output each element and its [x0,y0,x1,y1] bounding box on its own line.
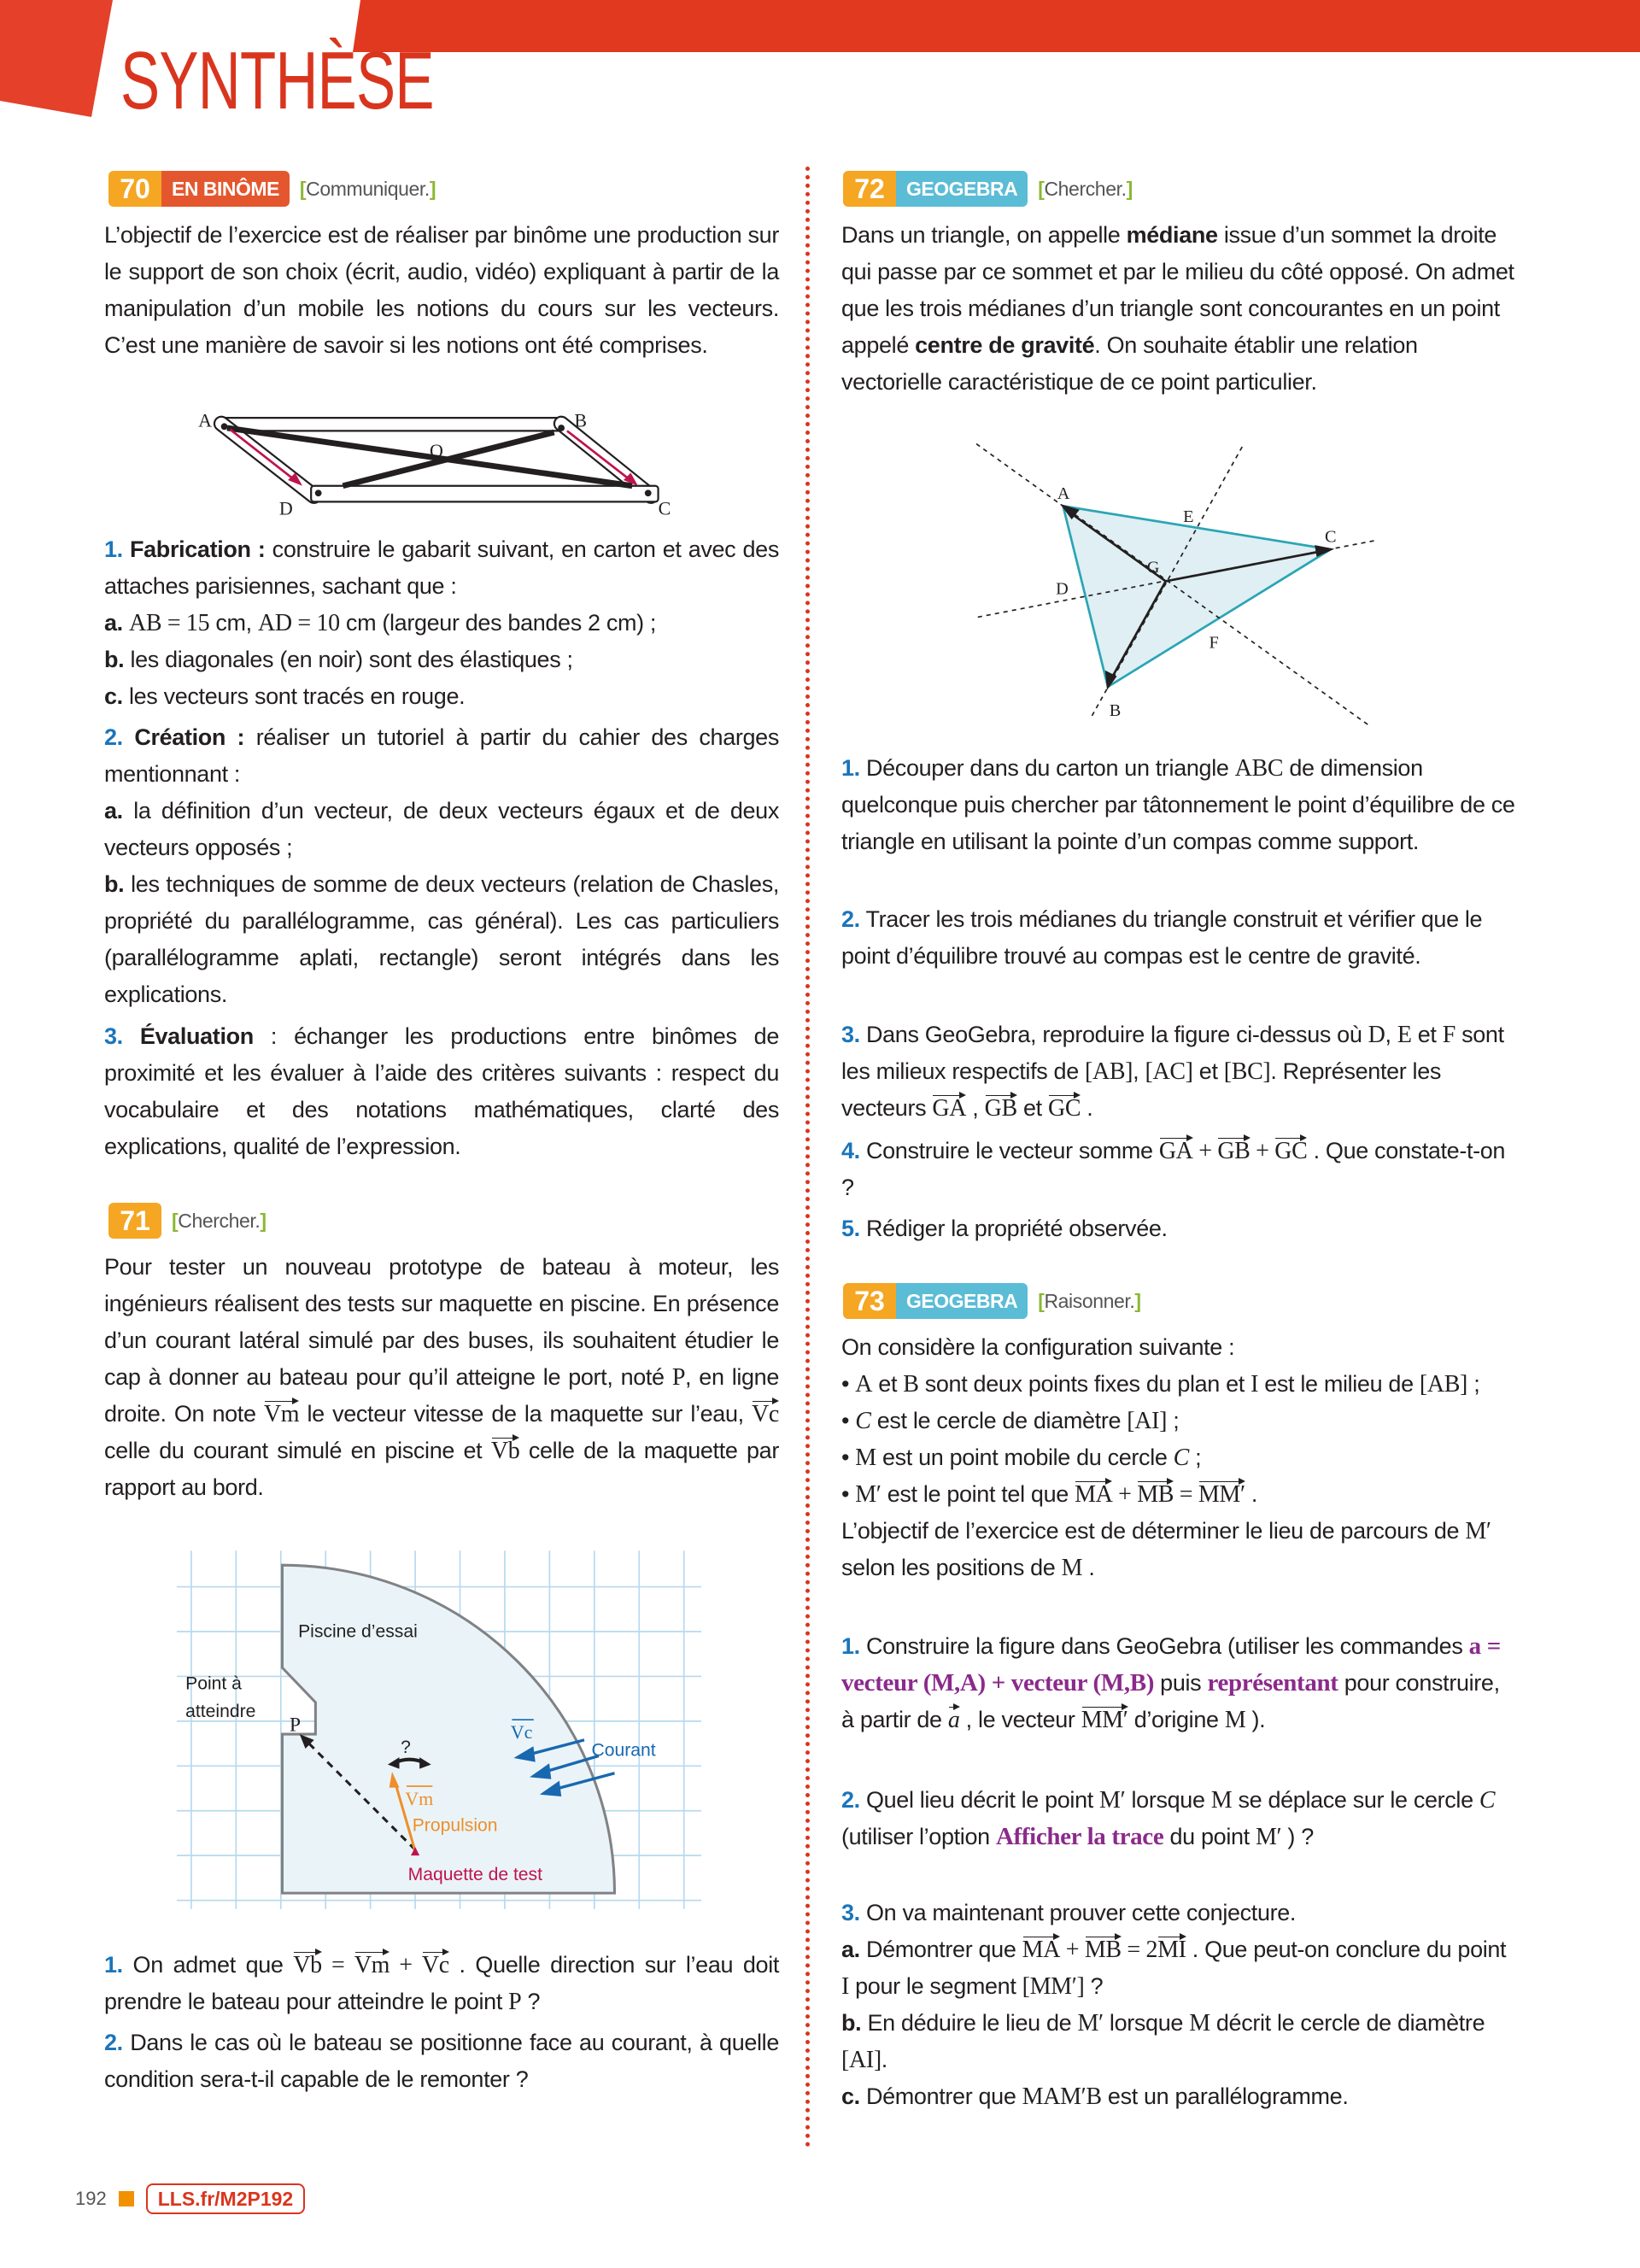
label-O: O [430,439,443,461]
text: ? [521,1989,541,2014]
exercise-number: 72 [843,171,896,207]
skill-label: [Communiquer.] [299,177,436,200]
text: d’origine [1128,1707,1225,1732]
text: celle du courant simulé en piscine et [104,1438,491,1463]
text: selon les positions de [841,1555,1062,1580]
text-line [841,1210,1516,1247]
exercise-71-header [108,1203,266,1239]
text: (utiliser l’option [841,1824,996,1849]
text: les vecteurs sont tracés en rouge. [122,683,466,709]
exercise-73-question-3 [841,1895,1516,2115]
skill-label: [Raisonner.] [1038,1289,1141,1312]
math: ABC [1234,755,1284,782]
math: MAM′B [1022,2083,1102,2110]
sub-question-letter: c. [841,2083,860,2109]
text-line [104,642,779,678]
text: Construire le vecteur somme [859,1138,1159,1163]
text: ). [1245,1707,1266,1732]
text-line [841,901,1516,975]
geogebra-command: a = vecteur (M,A) + vecteur (M,B) [841,1632,1501,1697]
text-line [841,1628,1516,1738]
text-line [841,1895,1516,1931]
math: M [1189,2010,1210,2037]
vector: GA [932,1095,967,1122]
text-line [841,1439,1516,1476]
text: ; [1167,1408,1180,1433]
parallelogram-figure [198,409,676,518]
footer-square-icon [119,2191,134,2206]
math: = [321,1952,354,1978]
text: et [1192,1058,1224,1084]
question-number: 2. [104,724,123,750]
vector: GA [1158,1138,1193,1164]
text: construire le gabarit suivant, en carton et avec des attaches parisiennes, sachant que : [104,536,779,599]
text: est le milieu de [1258,1371,1420,1397]
text: et [872,1371,904,1397]
math: M′ [1465,1518,1491,1544]
skill-label: [Chercher.] [172,1209,266,1232]
math: AB = 15 [128,610,210,636]
text: On considère la configuration suivante : [841,1334,1235,1360]
text-line [841,217,1516,401]
text: , [1133,1058,1145,1084]
text: pour le segment [848,1973,1022,1999]
text: le vecteur vitesse de la maquette sur l’eau, [299,1401,753,1427]
sub-question-letter: a. [841,1937,860,1962]
triangle-figure [976,441,1381,730]
vector: GB [984,1095,1017,1122]
current-label: Courant [591,1740,656,1761]
text: issue d’un sommet la droite qui passe par ce sommet et par le milieu du côté opposé. On admet que les trois médianes d’un triangle sont concourantes en un point appelé [841,222,1514,358]
text: de dimension quelconque puis chercher par tâtonnement le point d’équilibre de ce triangle en utilisant la pointe d’un compas comme support. [841,755,1515,854]
math: [AB] [1085,1058,1133,1085]
text: : échanger les productions entre binômes de proximité et les évaluer à l’aide des critères suivants : respect du vocabulaire et des notations mathématiques, clarté des explications, qualité de l’expression. [104,1023,779,1159]
text: sont les milieux respectifs de [841,1022,1504,1084]
question-number: 4. [841,1138,860,1163]
label-D: D [278,497,293,518]
text: • [841,1371,856,1397]
vector: MM′ [1198,1481,1245,1508]
exercise-73-header [843,1283,1141,1319]
exercise-tag: GEOGEBRA [896,171,1028,207]
text: Dans le cas où le bateau se positionne face au courant, à quelle condition sera-t-il capable de le remonter ? [104,2030,779,2092]
label-D: D [1056,579,1069,599]
text-line [104,1947,779,2020]
label-B: B [574,409,588,431]
vector: GC [1274,1138,1308,1164]
question-number: 1. [841,1633,860,1659]
exercise-number: 70 [108,171,161,207]
exercise-number: 71 [108,1203,161,1239]
question-number: 3. [104,1023,123,1049]
math: = [1174,1481,1198,1508]
model-label: Maquette de test [407,1864,543,1884]
text: • [841,1445,856,1470]
label-A: A [198,409,212,431]
text: ) ? [1281,1824,1314,1849]
vector: GC [1047,1095,1081,1122]
column-divider [805,167,810,2148]
text: L’objectif de l’exercice est de déterminer le lieu de parcours de [841,1518,1466,1544]
text: cm, [209,610,258,636]
propulsion-label: Propulsion [412,1815,498,1836]
exercise-72-header [843,171,1133,207]
pool-label: Piscine d’essai [298,1621,418,1642]
vector: MI [1157,1937,1186,1963]
vm-label: Vm [405,1787,434,1809]
vector: GB [1217,1138,1250,1164]
text: Découper dans du carton un triangle [859,755,1235,781]
text: se déplace sur le cercle [1232,1787,1479,1813]
question-heading: Création : [122,724,245,750]
text-line [841,1133,1516,1206]
page-title: SYNTHÈSE [120,35,434,126]
target-label-1: Point à [185,1673,242,1694]
exercise-72-question-3 [841,1017,1516,1127]
text: . [1245,1481,1258,1507]
text: . Que peut-on conclure du point [1186,1937,1507,1962]
text: celle de la maquette par rapport au bord. [104,1438,779,1500]
exercise-73-question-2 [841,1782,1516,1855]
text-line [841,1931,1516,2005]
math-italic: C [1479,1787,1496,1814]
text-line [104,793,779,866]
text: Construire la figure dans GeoGebra (utiliser les commandes [859,1633,1469,1659]
math: [AI] [1127,1408,1168,1434]
text: lorsque [1103,2010,1190,2036]
bold-term: centre de gravité [915,332,1095,358]
text: les techniques de somme de deux vecteurs (relation de Chasles, propriété du parallélogramme, cas général). Les cas particuliers (parallélogramme aplati, rectangle) seront intégrés dans les explications. [104,871,779,1007]
text: , en ligne droite. On note [104,1364,779,1427]
exercise-72-intro [841,217,1516,401]
text: et [1411,1022,1443,1047]
geogebra-command: Afficher la trace [995,1823,1164,1850]
text-line [104,866,779,1013]
text: • [841,1481,856,1507]
text: L’objectif de l’exercice est de réaliser par binôme une production sur le support de son choix (écrit, audio, vidéo) expliquant à partir de la manipulation d’un mobile les notions du cours sur les vecteurs. C’est une manière de savoir si les notions ont été comprises. [104,222,779,358]
text [123,610,129,636]
exercise-71-question-1 [104,1947,779,2020]
text: est un point mobile du cercle [876,1445,1174,1470]
text-line [104,605,779,642]
text: est le point tel que [881,1481,1075,1507]
text: . [881,2047,887,2072]
text: , [966,1095,985,1121]
vector: MB [1084,1937,1122,1963]
math: + [390,1952,422,1978]
math: M [1061,1555,1083,1581]
text: . Quelle direction sur l’eau doit prendre le bateau pour atteindre le point [104,1952,780,2014]
text: . [1082,1555,1095,1580]
text: . [1081,1095,1093,1121]
text: les diagonales (en noir) sont des élastiques ; [124,647,573,672]
resource-link[interactable]: LLS.fr/M2P192 [146,2183,306,2214]
exercise-70-intro [104,217,779,364]
text: Quel lieu décrit le point [859,1787,1100,1813]
math: P [671,1364,686,1391]
text: ; [1467,1371,1480,1397]
text-line [104,678,779,715]
math: [MM′] [1022,1973,1085,2000]
text-line [104,719,779,793]
math: E [1397,1022,1412,1048]
vector: Vc [421,1952,449,1978]
text-line [104,217,779,364]
text-line [841,1017,1516,1127]
footer [75,2183,305,2214]
math: M′ [1099,1787,1126,1814]
sub-question-letter: b. [841,2010,862,2036]
math: M′ [1077,2010,1104,2037]
math: [AC] [1145,1058,1193,1085]
text-line [841,1366,1516,1403]
header-band [353,0,1640,52]
math: M′ [855,1481,882,1508]
label-P: P [289,1714,302,1737]
vector: Vc [752,1401,779,1427]
vector: MB [1137,1481,1174,1508]
math: I [1250,1371,1259,1398]
math: + [1250,1138,1275,1164]
vector: MA [1022,1937,1061,1963]
text-line [104,531,779,605]
text: , [1385,1022,1397,1047]
math: M′ [1255,1824,1282,1850]
math: [AI] [841,2047,882,2073]
exercise-number: 73 [843,1283,896,1319]
math: [AB] [1419,1371,1468,1398]
text: • [841,1408,856,1433]
vector: MA [1075,1481,1113,1508]
exercise-tag: EN BINÔME [161,171,290,207]
math: = 2 [1121,1937,1158,1963]
exercise-72-question-2 [841,901,1516,975]
sub-question-letter: b. [104,871,125,897]
text-line [104,1249,779,1506]
math: A [855,1371,873,1398]
text: . Que constate-t-on ? [841,1138,1506,1200]
text: On admet que [122,1952,294,1978]
text-line [104,1018,779,1165]
exercise-70-question-2 [104,719,779,1013]
math: + [1112,1481,1138,1508]
text-line [841,1476,1516,1513]
text: est le cercle de diamètre [870,1408,1128,1433]
skill-label: [Chercher.] [1038,177,1133,200]
question-number: 5. [841,1216,860,1241]
text: En déduire le lieu de [861,2010,1078,2036]
text: pour construire, à partir de [841,1670,1500,1732]
label-A: A [1057,483,1070,503]
question-number: 1. [104,536,123,562]
question-number: 3. [841,1900,860,1925]
text: la définition d’un vecteur, de deux vecteurs égaux et de deux vecteurs opposés ; [104,798,779,860]
text: cm (largeur des bandes 2 cm) ; [339,610,657,636]
math-italic: C [1173,1445,1189,1471]
text: Rédiger la propriété observée. [859,1216,1168,1241]
math: [BC] [1223,1058,1271,1085]
pool-figure [177,1550,701,1909]
exercise-tag: GEOGEBRA [896,1283,1028,1319]
text: ? [1084,1973,1104,1999]
vector: Vm [354,1952,390,1978]
exercise-70-header [108,171,436,207]
exercise-73-question-1 [841,1628,1516,1738]
text: Dans GeoGebra, reproduire la figure ci-dessus où [859,1022,1368,1047]
text: Pour tester un nouveau prototype de bateau à moteur, les ingénieurs réalisent des tests sur maquette en piscine. En présence d’un courant latéral simulé par des buses, ils souhaitent étudier le cap à donner au bateau pour qu’il atteigne le port, noté [104,1254,779,1390]
exercise-73-intro [841,1329,1516,1586]
text-line [841,1782,1516,1855]
math: M [855,1445,876,1471]
label-B: B [1109,700,1122,720]
page-number: 192 [75,2188,107,2209]
text: puis [1154,1670,1208,1696]
text: réaliser un tutoriel à partir du cahier des charges mentionnant : [104,724,779,787]
label-F: F [1209,633,1219,653]
text-line [841,1329,1516,1366]
exercise-72-question-1 [841,750,1516,860]
label-C: C [1324,527,1337,547]
question-number: 2. [841,1787,860,1813]
vector: Vm [263,1401,300,1427]
text-line [841,1513,1516,1586]
question-number: 3. [841,1022,860,1047]
text: est un parallélogramme. [1101,2083,1349,2109]
question-number: 2. [104,2030,123,2055]
sub-question-letter: a. [104,610,123,636]
text: . Représenter les vecteurs [841,1058,1442,1121]
sub-question-letter: b. [104,647,125,672]
exercise-72-question-5 [841,1210,1516,1247]
exercise-71-question-2 [104,2025,779,2098]
math-italic: C [855,1408,871,1434]
text-line [104,2025,779,2098]
text: sont deux points fixes du plan et [918,1371,1251,1397]
exercise-70-question-1 [104,531,779,715]
question-mark: ? [401,1738,411,1758]
math: F [1442,1022,1456,1048]
question-number: 1. [104,1952,123,1978]
text: Démontrer que [859,1937,1022,1962]
text: , le vecteur [959,1707,1081,1732]
vc-label: Vc [510,1721,533,1743]
vector: Vb [490,1438,520,1464]
text: Tracer les trois médianes du triangle construit et vérifier que le point d’équilibre trouvé au compas est le centre de gravité. [841,906,1483,969]
label-G: G [1146,558,1160,577]
math: D [1368,1022,1385,1048]
vector: Vb [293,1952,322,1978]
exercise-72-question-4 [841,1133,1516,1206]
bold-term: médiane [1126,222,1218,248]
text: décrit le cercle de diamètre [1210,2010,1485,2036]
math: I [841,1973,849,2000]
text-line [841,2005,1516,2078]
question-number: 2. [841,906,860,932]
text: ; [1189,1445,1202,1470]
question-number: 1. [841,755,860,781]
sub-question-letter: c. [104,683,123,709]
math: M [1224,1707,1246,1733]
text: et [1016,1095,1048,1121]
text: Dans un triangle, on appelle [841,222,1127,248]
sub-question-letter: a. [104,798,123,823]
vector: a [947,1707,960,1733]
text-line [841,2078,1516,2115]
math: AD = 10 [257,610,340,636]
vector: MM′ [1081,1707,1128,1733]
question-heading: Évaluation [122,1023,254,1049]
math: B [903,1371,919,1398]
corner-shape [0,0,113,117]
label-E: E [1183,507,1194,527]
exercise-71-intro [104,1249,779,1506]
geogebra-command: représentant [1207,1669,1338,1697]
math: + [1060,1937,1085,1963]
text-line [841,1403,1516,1439]
math: P [508,1989,522,2015]
text-line [841,750,1516,860]
math: M [1210,1787,1233,1814]
label-C: C [658,497,671,518]
text: Démontrer que [859,2083,1022,2109]
target-label-2: atteindre [185,1701,256,1721]
text: . On souhaite établir une relation vectorielle caractéristique de ce point particulier. [841,332,1418,395]
exercise-70-question-3 [104,1018,779,1165]
text: du point [1163,1824,1256,1849]
math: + [1192,1138,1218,1164]
question-heading: Fabrication : [122,536,266,562]
text: lorsque [1125,1787,1211,1813]
text: On va maintenant prouver cette conjecture. [859,1900,1297,1925]
